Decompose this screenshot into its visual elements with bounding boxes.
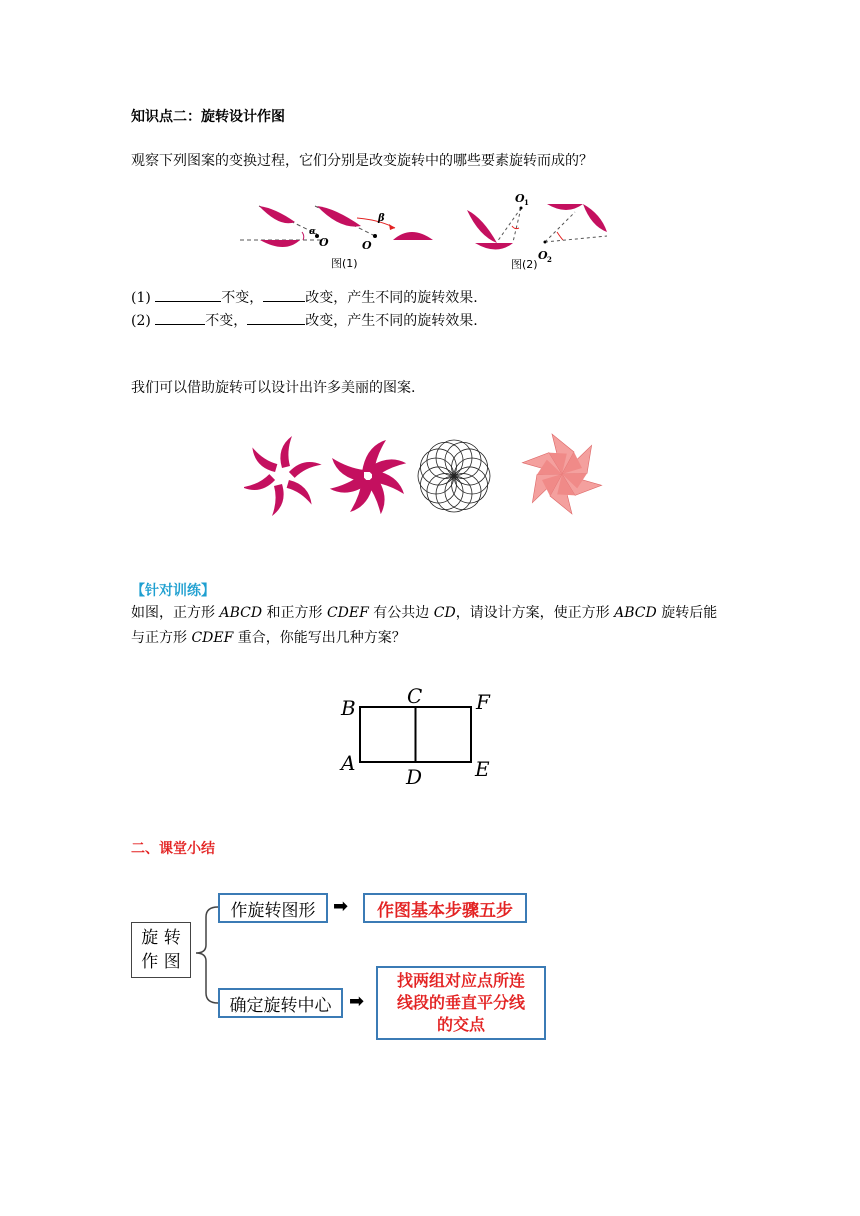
answer-blank[interactable]: [155, 310, 205, 325]
o1-label: O: [515, 192, 525, 205]
branch-make-rotation-box: 作旋转图形: [218, 893, 328, 923]
section-title: 知识点二：旋转设计作图: [131, 109, 285, 125]
alpha-label: α: [309, 227, 316, 237]
petal-shape: [547, 204, 583, 210]
petal-shape: [475, 243, 513, 250]
rotation-figure: [235, 188, 615, 278]
pinwheel-pattern-1: [244, 436, 322, 516]
answer-blank[interactable]: [263, 287, 305, 302]
figure-caption-1: 图(1): [331, 257, 358, 270]
label-a: A: [341, 751, 356, 775]
branch-center-result-box: 找两组对应点所连 线段的垂直平分线 的交点: [376, 966, 546, 1040]
practice-line-1: 如图，正方形 ABCD 和正方形 CDEF 有公共边 CD，请设计方案，使正方形 ABCD 旋转后能: [131, 605, 718, 621]
label-e: E: [475, 757, 490, 781]
o-label: O: [362, 239, 372, 252]
figure-2-diagram: [467, 192, 607, 271]
practice-line-2: 与正方形 CDEF 重合，你能写出几种方案？: [131, 630, 406, 646]
section-title-summary: 二、课堂小结: [131, 841, 215, 857]
o-label: O: [319, 236, 329, 249]
answer-blank[interactable]: [155, 287, 221, 302]
o2-subscript: 2: [547, 255, 552, 264]
practice-tag: 【针对训练】: [131, 583, 215, 599]
label-f: F: [476, 690, 490, 714]
o1-subscript: 1: [524, 198, 529, 207]
design-text: 我们可以借助旋转可以设计出许多美丽的图案.: [131, 380, 416, 396]
beta-label: β: [378, 213, 385, 224]
petal-shape: [393, 232, 433, 240]
o2-label: O: [538, 249, 548, 262]
pattern-gallery: [244, 430, 614, 522]
petal-shape: [259, 206, 295, 223]
petal-shape: [583, 204, 607, 232]
circle-rosette-pattern: [414, 436, 494, 516]
arrow-right-icon: ➡: [333, 896, 349, 917]
summary-root-box: 旋 转 作 图: [131, 922, 191, 978]
fill-blank-line-1: (1) 不变， 改变，产生不同的旋转效果.: [131, 287, 478, 309]
arrow-right-icon: ➡: [349, 991, 365, 1012]
branch-steps-result-box: 作图基本步骤五步: [363, 893, 527, 923]
fill-blank-line-2: (2) 不变， 改变，产生不同的旋转效果.: [131, 310, 478, 332]
pinwheel-pattern-2: [330, 440, 406, 514]
petal-shape: [317, 206, 361, 227]
answer-blank[interactable]: [247, 310, 305, 325]
figure-1-diagram: [240, 206, 433, 270]
petal-shape: [467, 210, 497, 243]
label-c: C: [407, 684, 423, 708]
branch-center-box: 确定旋转中心: [218, 988, 343, 1018]
figure-caption-2: 图(2): [511, 258, 538, 271]
pinwheel-star-pattern: [521, 434, 602, 514]
label-b: B: [341, 696, 356, 720]
question-text: 观察下列图案的变换过程，它们分别是改变旋转中的哪些要素旋转而成的？: [131, 153, 593, 169]
petal-shape: [260, 240, 300, 247]
label-d: D: [406, 765, 423, 789]
